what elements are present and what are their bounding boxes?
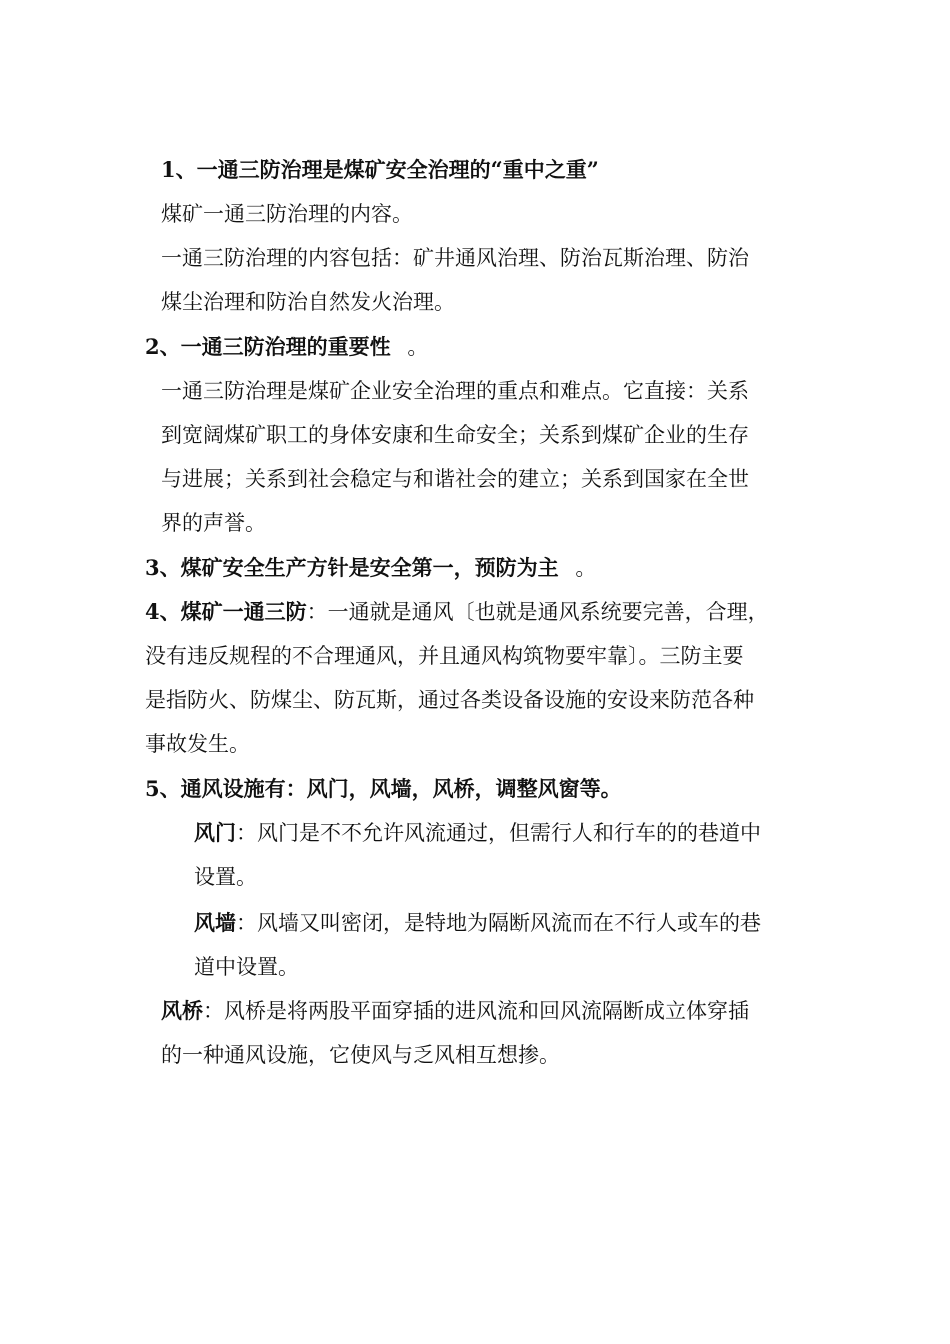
section-4-text: ：一通就是通风〔也就是通风系统要完善，合理， (306, 600, 769, 624)
air-door-text: ：风门是不不允许风流通过，但需行人和行车的的巷道中 (236, 821, 761, 845)
section-3-heading: 3、煤矿安全生产方针是安全第一，预防为主 (145, 555, 559, 580)
section-4-body-line: 事故发生。 (145, 732, 250, 756)
section-4-body-line: 是指防火、防煤尘、防瓦斯，通过各类设备设施的安设来防范各种 (145, 688, 754, 712)
section-2-body-line: 一通三防治理是煤矿企业安全治理的重点和难点。它直接：关系 (161, 379, 749, 403)
section-2-heading: 2、一通三防治理的重要性 (145, 334, 391, 359)
air-wall-label: 风墙 (194, 910, 236, 935)
section-4-label: 4、煤矿一通三防 (145, 599, 307, 624)
section-3-heading-line (145, 553, 596, 583)
air-door-label: 风门 (194, 820, 236, 845)
section-1-subtitle: 煤矿一通三防治理的内容。 (161, 202, 413, 226)
air-bridge-label: 风桥 (161, 998, 203, 1023)
air-door-line (194, 818, 761, 848)
section-2-body-line: 到宽阔煤矿职工的身体安康和生命安全；关系到煤矿企业的生存 (161, 423, 749, 447)
air-wall-text: ：风墙又叫密闭，是特地为隔断风流而在不行人或车的巷 (236, 911, 761, 935)
section-4-first-line (145, 597, 769, 627)
section-1-body-line: 一通三防治理的内容包括：矿井通风治理、防治瓦斯治理、防治 (161, 246, 749, 270)
section-2-heading-tail: 。 (407, 335, 429, 359)
section-2-body-line: 界的声誉。 (161, 511, 266, 535)
section-1-heading: 1、一通三防治理是煤矿安全治理的“重中之重” (161, 157, 599, 182)
air-wall-line (194, 908, 761, 938)
section-2-heading-line (145, 332, 428, 362)
air-wall-text-cont: 道中设置。 (194, 955, 299, 979)
air-bridge-line (161, 996, 749, 1026)
section-4-body-line: 没有违反规程的不合理通风，并且通风构筑物要牢靠〕。三防主要 (145, 644, 744, 668)
air-door-text-cont: 设置。 (194, 865, 257, 889)
air-bridge-text: ：风桥是将两股平面穿插的进风流和回风流隔断成立体穿插 (203, 999, 749, 1023)
air-bridge-text-cont: 的一种通风设施，它使风与乏风相互想掺。 (161, 1043, 560, 1067)
section-5-heading: 5、通风设施有：风门，风墙，风桥，调整风窗等。 (145, 776, 622, 801)
section-1-body-line: 煤尘治理和防治自然发火治理。 (161, 290, 455, 314)
section-3-heading-tail: 。 (575, 556, 597, 580)
section-2-body-line: 与进展；关系到社会稳定与和谐社会的建立；关系到国家在全世 (161, 467, 749, 491)
